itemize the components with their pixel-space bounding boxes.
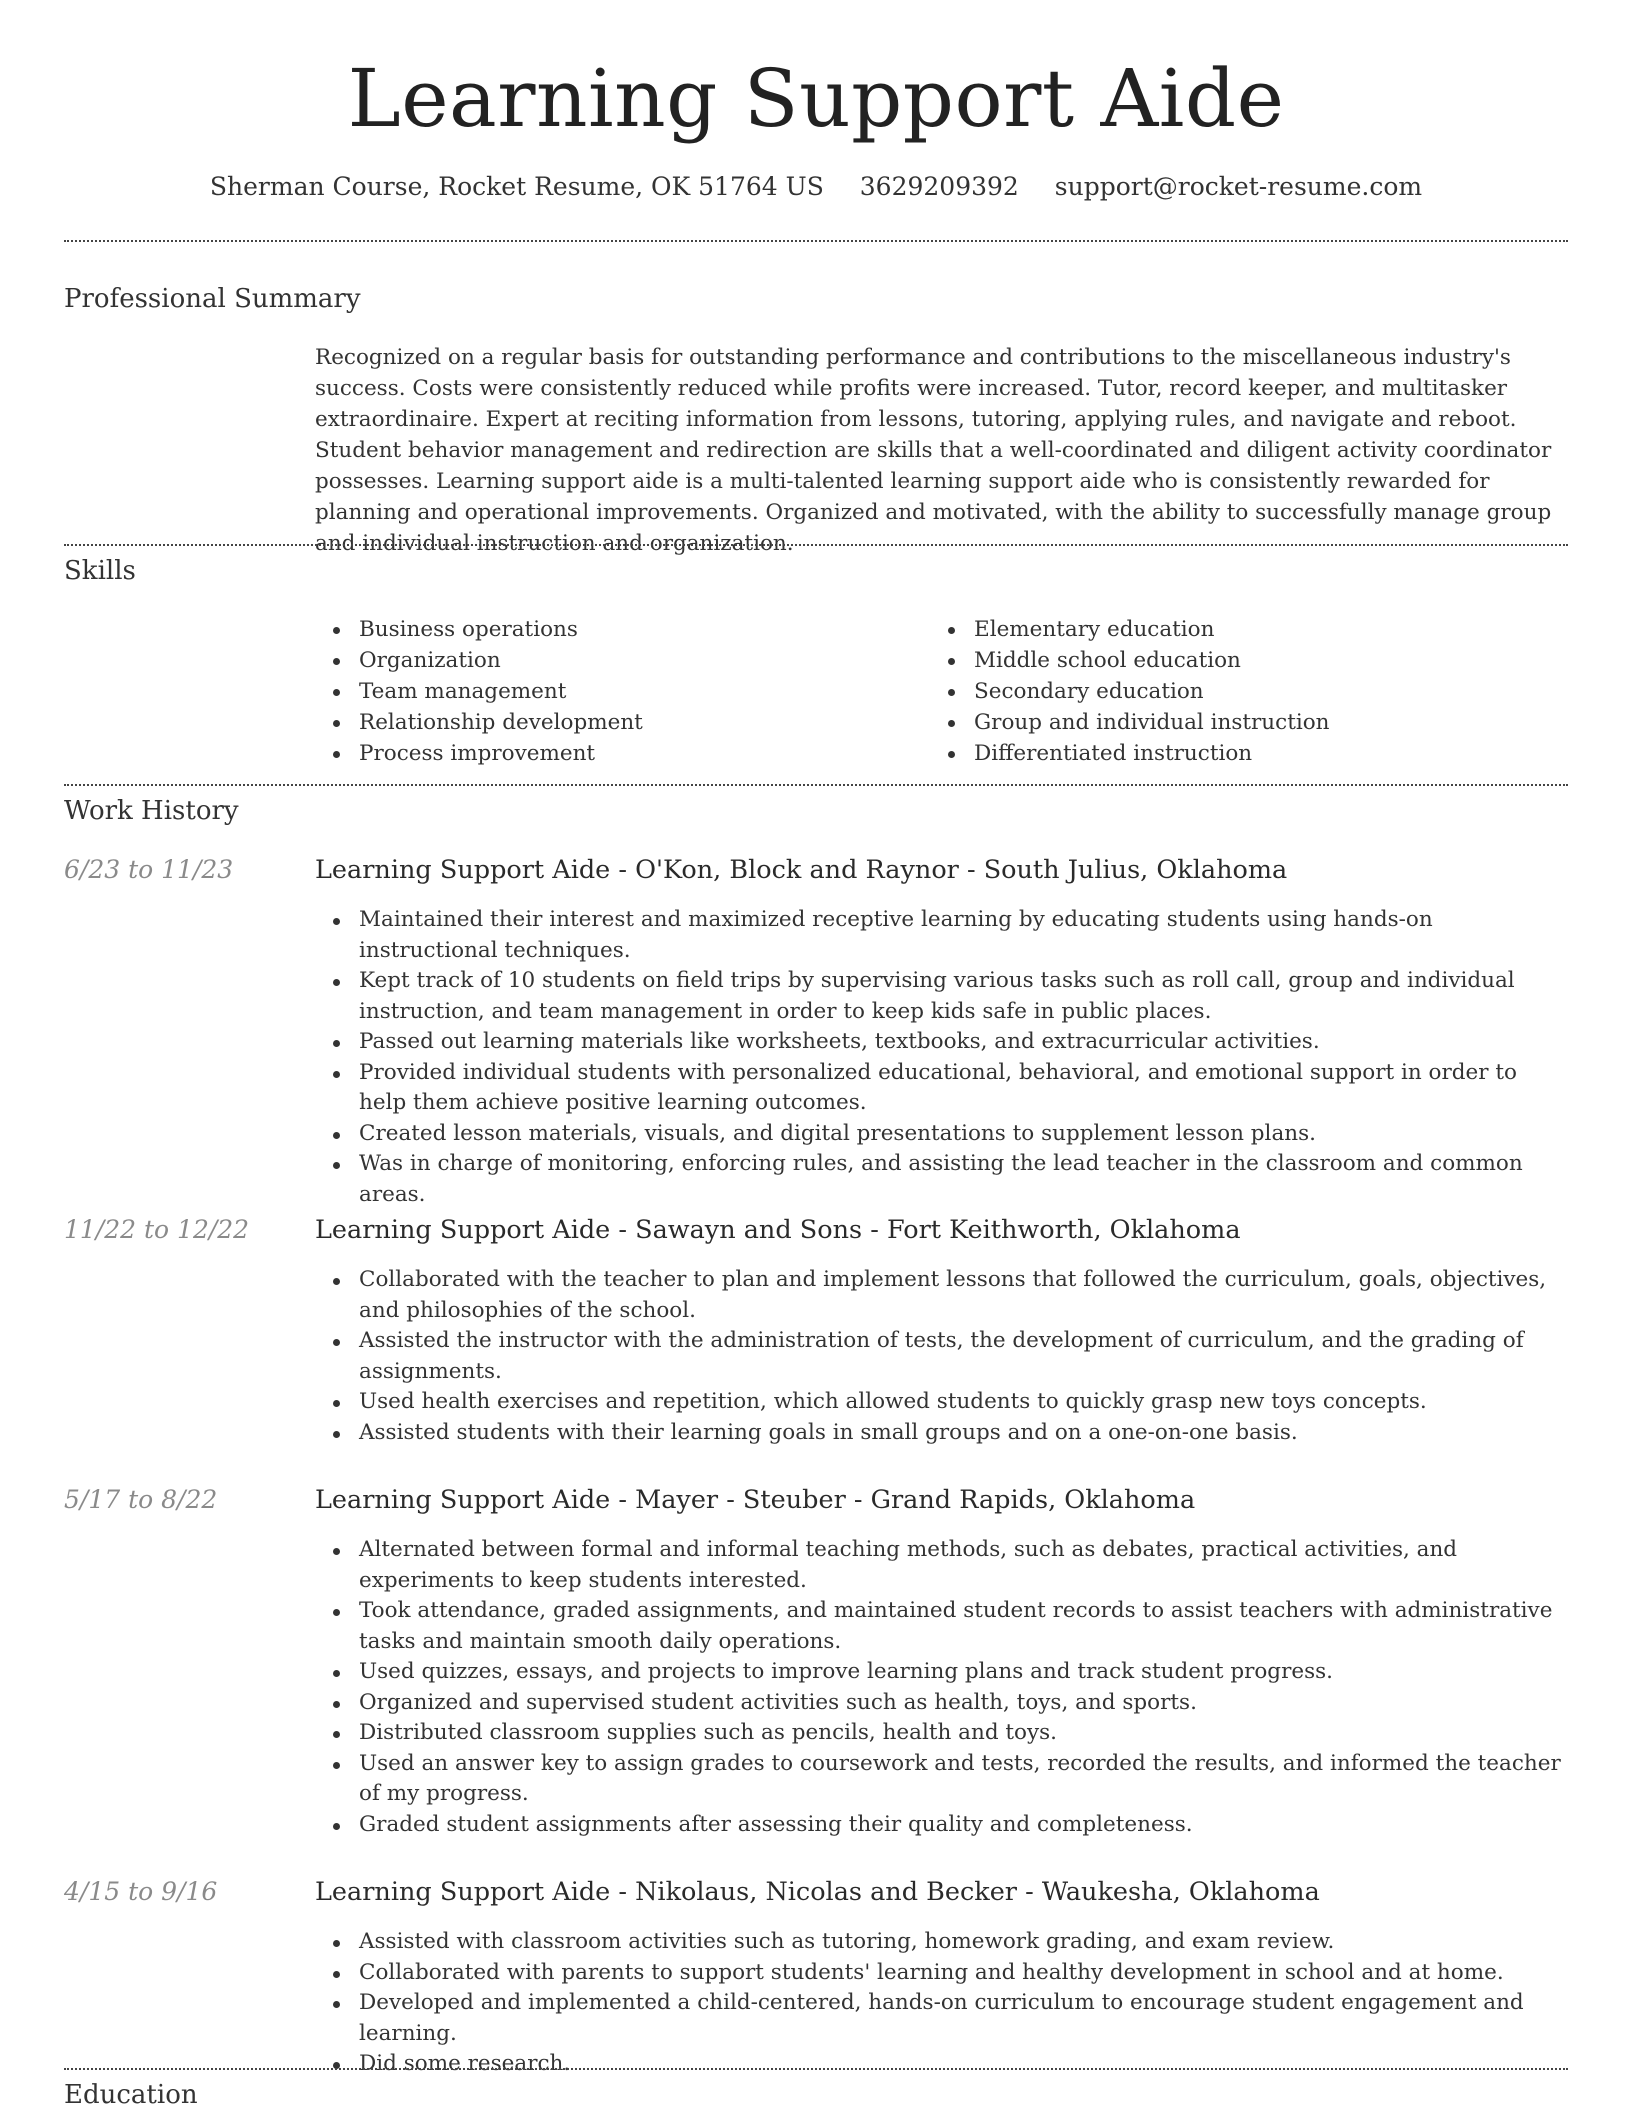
job-bullet: Developed and implemented a child-centered, hands-on curriculum to encourage student engagement and learning. — [315, 1988, 1565, 2049]
job-heading: Learning Support Aide - O'Kon, Block and Raynor - South Julius, Oklahoma — [315, 855, 1288, 885]
job-dates: 4/15 to 9/16 — [64, 1877, 218, 1906]
skill-item: Process improvement — [315, 738, 643, 769]
job-bullet: Assisted students with their learning goals in small groups and on a one-on-one basis. — [315, 1418, 1565, 1449]
job-dates: 11/22 to 12/22 — [64, 1215, 250, 1244]
skills-list-left — [315, 614, 643, 769]
job-bullet: Passed out learning materials like worksheets, textbooks, and extracurricular activities. — [315, 1027, 1565, 1058]
divider — [64, 240, 1568, 242]
job-bullet: Used an answer key to assign grades to coursework and tests, recorded the results, and informed the teacher of my progress. — [315, 1749, 1565, 1810]
skills-list-right — [930, 614, 1330, 769]
job-bullet: Was in charge of monitoring, enforcing rules, and assisting the lead teacher in the classroom and common areas. — [315, 1149, 1565, 1210]
contact-line — [0, 172, 1632, 201]
skill-item: Differentiated instruction — [930, 738, 1330, 769]
skill-item: Middle school education — [930, 645, 1330, 676]
job-bullet: Kept track of 10 students on field trips by supervising various tasks such as roll call, group and individual instruction, and team management in order to keep kids safe in public places. — [315, 966, 1565, 1027]
job-bullet: Did some research. — [315, 2049, 1565, 2080]
job-heading: Learning Support Aide - Mayer - Steuber - Grand Rapids, Oklahoma — [315, 1485, 1196, 1515]
job-bullet: Provided individual students with personalized educational, behavioral, and emotional support in order to help them achieve positive learning outcomes. — [315, 1058, 1565, 1119]
job-bullet: Created lesson materials, visuals, and digital presentations to supplement lesson plans. — [315, 1119, 1565, 1150]
job-bullet: Used health exercises and repetition, which allowed students to quickly grasp new toys concepts. — [315, 1387, 1565, 1418]
skill-item: Relationship development — [315, 707, 643, 738]
job-bullets — [315, 1535, 1565, 1840]
resume-name: Learning Support Aide — [347, 52, 1285, 145]
skill-item: Business operations — [315, 614, 643, 645]
job-bullet: Collaborated with parents to support students' learning and healthy development in school and at home. — [315, 1958, 1565, 1989]
job-bullet: Assisted the instructor with the administration of tests, the development of curriculum, and the grading of assignments. — [315, 1326, 1565, 1387]
divider — [64, 784, 1568, 786]
divider — [64, 544, 1568, 546]
job-bullets — [315, 905, 1565, 1210]
work-history-heading: Work History — [64, 796, 239, 826]
skill-item: Secondary education — [930, 676, 1330, 707]
skill-item: Group and individual instruction — [930, 707, 1330, 738]
divider — [64, 2068, 1568, 2070]
job-bullet: Organized and supervised student activities such as health, toys, and sports. — [315, 1688, 1565, 1719]
job-dates: 6/23 to 11/23 — [64, 855, 234, 884]
job-heading: Learning Support Aide - Nikolaus, Nicolas and Becker - Waukesha, Oklahoma — [315, 1877, 1320, 1907]
job-bullet: Took attendance, graded assignments, and maintained student records to assist teachers with administrative tasks and maintain smooth daily operations. — [315, 1596, 1565, 1657]
job-bullet: Collaborated with the teacher to plan and implement lessons that followed the curriculum, goals, objectives, and philosophies of the school. — [315, 1265, 1565, 1326]
job-bullet: Distributed classroom supplies such as pencils, health and toys. — [315, 1718, 1565, 1749]
contact-phone: 3629209392 — [859, 172, 1019, 201]
contact-address: Sherman Course, Rocket Resume, OK 51764 US — [209, 172, 824, 201]
skill-item: Elementary education — [930, 614, 1330, 645]
job-dates: 5/17 to 8/22 — [64, 1485, 218, 1514]
skill-item: Organization — [315, 645, 643, 676]
summary-text: Recognized on a regular basis for outstanding performance and contributions to the miscellaneous industry's success. Costs were consistently reduced while profits were increased. Tutor, record keeper, and multitasker extraordinaire. Expert at reciting information from lessons, tutoring, applying rules, and navigate and reboot. Student behavior management and redirection are skills that a well-coordinated and diligent activity coordinator possesses. Learning support aide is a multi-talented learning support aide who is consistently rewarded for planning and operational improvements. Organized and motivated, with the ability to successfully manage group and individual instruction and organization. — [315, 345, 1552, 556]
skill-item: Team management — [315, 676, 643, 707]
job-bullet: Alternated between formal and informal teaching methods, such as debates, practical activities, and experiments to keep students interested. — [315, 1535, 1565, 1596]
job-bullet: Assisted with classroom activities such as tutoring, homework grading, and exam review. — [315, 1927, 1565, 1958]
summary-heading: Professional Summary — [64, 284, 361, 314]
contact-email: support@rocket-resume.com — [1054, 172, 1423, 201]
job-heading: Learning Support Aide - Sawayn and Sons - Fort Keithworth, Oklahoma — [315, 1215, 1241, 1245]
job-bullet: Used quizzes, essays, and projects to improve learning plans and track student progress. — [315, 1657, 1565, 1688]
job-bullet: Maintained their interest and maximized receptive learning by educating students using hands-on instructional techniques. — [315, 905, 1565, 966]
skills-heading: Skills — [64, 556, 136, 586]
education-heading: Education — [64, 2080, 198, 2110]
job-bullet: Graded student assignments after assessing their quality and completeness. — [315, 1810, 1565, 1841]
job-bullets — [315, 1927, 1565, 2080]
job-bullets — [315, 1265, 1565, 1448]
